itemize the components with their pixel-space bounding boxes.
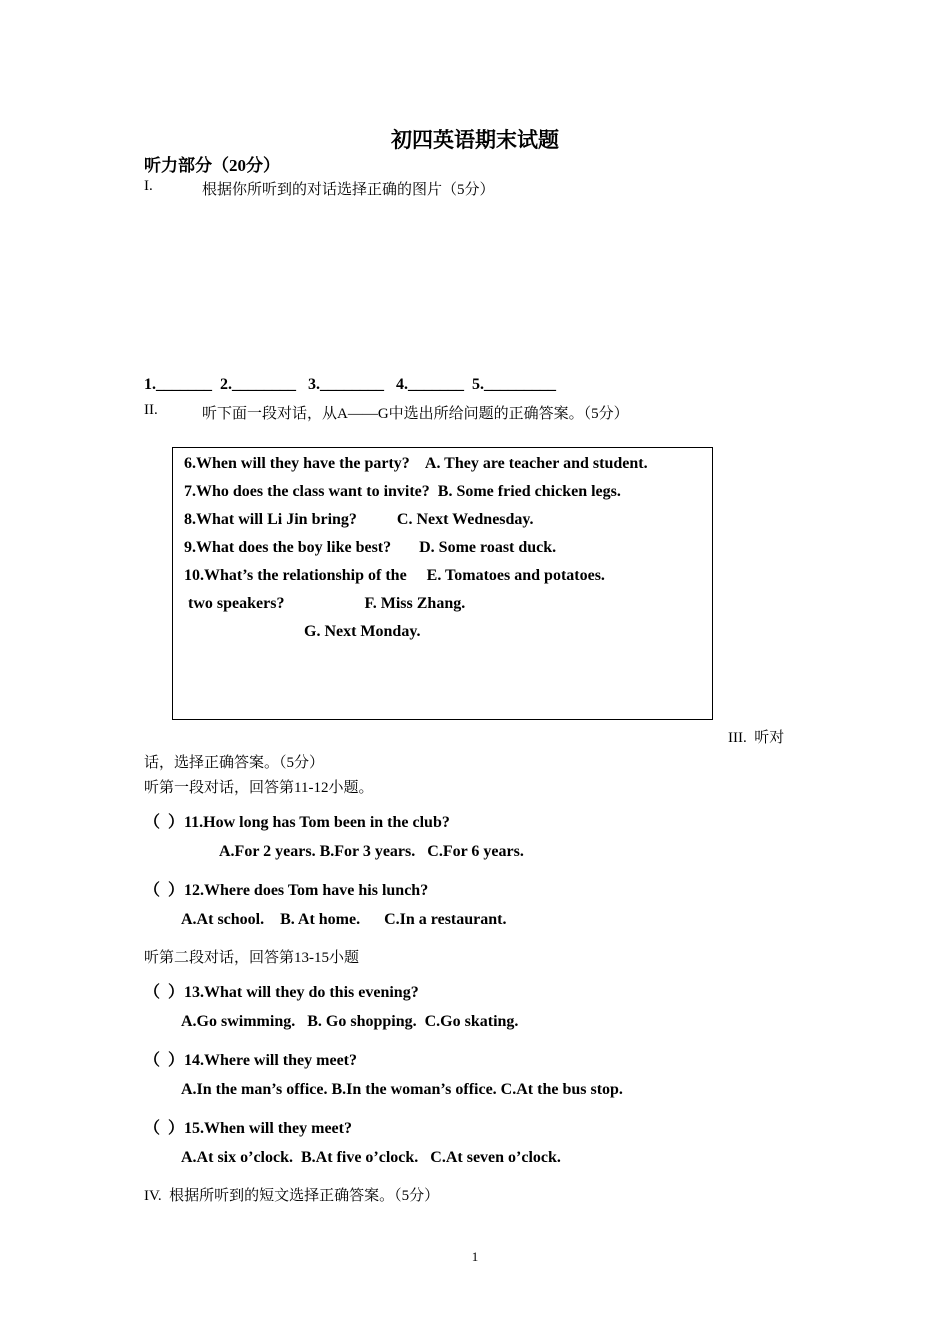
part3-heading: III. 听对: [728, 730, 785, 746]
question-12-options: A.At school. B. At home. C.In a restaurant.: [181, 911, 507, 928]
page-number: 1: [471, 1249, 479, 1264]
part3-instruction: 话，选择正确答案。（5分）: [144, 755, 325, 771]
part2-instruction: 听下面一段对话，从A——G中选出所给问题的正确答案。（5分）: [202, 406, 629, 422]
question-15: （ ）15.When will they meet?: [144, 1120, 352, 1137]
part1-instruction: 根据你所听到的对话选择正确的图片（5分）: [202, 182, 495, 198]
box-line: G. Next Monday.: [184, 623, 421, 640]
question-13-options: A.Go swimming. B. Go shopping. C.Go skating.: [181, 1013, 519, 1030]
question-14: （ ）14.Where will they meet?: [144, 1052, 357, 1069]
part2-number: II.: [144, 402, 158, 418]
part1-number: I.: [144, 178, 153, 194]
question-15-options: A.At six o’clock. B.At five o’clock. C.At seven o’clock.: [181, 1149, 561, 1166]
part4-instruction: IV. 根据所听到的短文选择正确答案。（5分）: [144, 1188, 440, 1204]
question-14-options: A.In the man’s office. B.In the woman’s office. C.At the bus stop.: [181, 1081, 623, 1098]
box-line: 8.What will Li Jin bring? C. Next Wednesday.: [184, 511, 534, 528]
box-line: 10.What’s the relationship of the E. Tomatoes and potatoes.: [184, 567, 605, 584]
page-title: 初四英语期末试题: [391, 128, 559, 152]
box-line: 6.When will they have the party? A. They are teacher and student.: [184, 455, 648, 472]
dialog1-instruction: 听第一段对话，回答第11-12小题。: [144, 780, 374, 796]
question-13: （ ）13.What will they do this evening?: [144, 984, 419, 1001]
dialog2-instruction: 听第二段对话，回答第13-15小题: [144, 950, 359, 966]
section-heading-listening: 听力部分（20分）: [144, 156, 280, 175]
box-line: 7.Who does the class want to invite? B. Some fried chicken legs.: [184, 483, 621, 500]
box-line: 9.What does the boy like best? D. Some roast duck.: [184, 539, 557, 556]
answer-blanks: 1._______ 2.________ 3.________ 4._______ 5._________: [144, 376, 556, 393]
question-12: （ ）12.Where does Tom have his lunch?: [144, 882, 429, 899]
question-11: （ ）11.How long has Tom been in the club?: [144, 814, 450, 831]
question-11-options: A.For 2 years. B.For 3 years. C.For 6 years.: [219, 843, 524, 860]
box-line: two speakers? F. Miss Zhang.: [184, 595, 466, 612]
